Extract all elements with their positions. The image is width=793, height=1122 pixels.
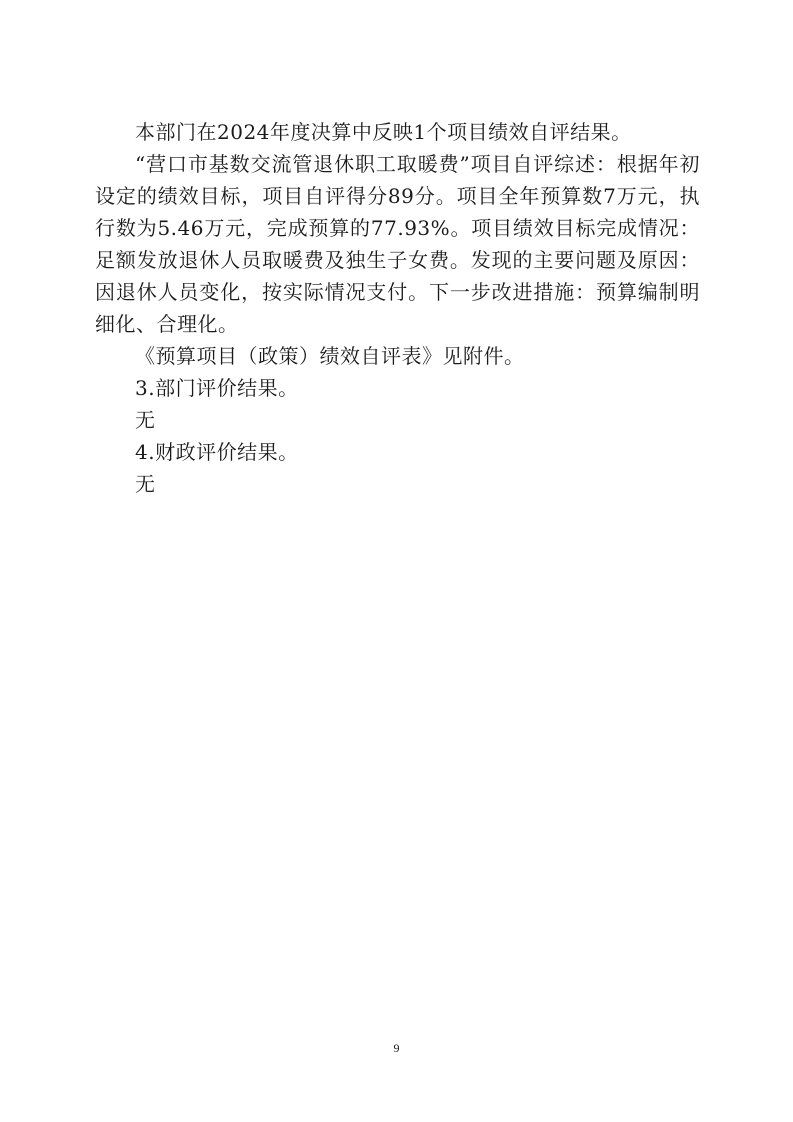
heading-department-evaluation: 3.部门评价结果。 bbox=[135, 376, 299, 400]
paragraph-attachment-note: 《预算项目（政策）绩效自评表》见附件。 bbox=[135, 344, 525, 368]
paragraph-project-review: “营口市基数交流管退休职工取暖费”项目自评综述：根据年初设定的绩效目标，项目自评得分89分。项目全年预算数7万元，执行数为5.46万元，完成预算的77.93%。项目绩效目标完成情况：足额发放退休人员取暖费及独生子女费。发现的主要问题及原因：因退休人员变化，按实际情况支付。下一步改进措施：预算编制明细化、合理化。 bbox=[95, 152, 700, 336]
paragraph-finance-evaluation-none: 无 bbox=[135, 472, 156, 496]
paragraph-summary: 本部门在2024年度决算中反映1个项目绩效自评结果。 bbox=[135, 120, 632, 144]
document-body bbox=[95, 116, 700, 500]
paragraph-department-evaluation-none: 无 bbox=[135, 408, 156, 432]
heading-finance-evaluation: 4.财政评价结果。 bbox=[135, 440, 299, 464]
page-number: 9 bbox=[393, 1041, 400, 1055]
